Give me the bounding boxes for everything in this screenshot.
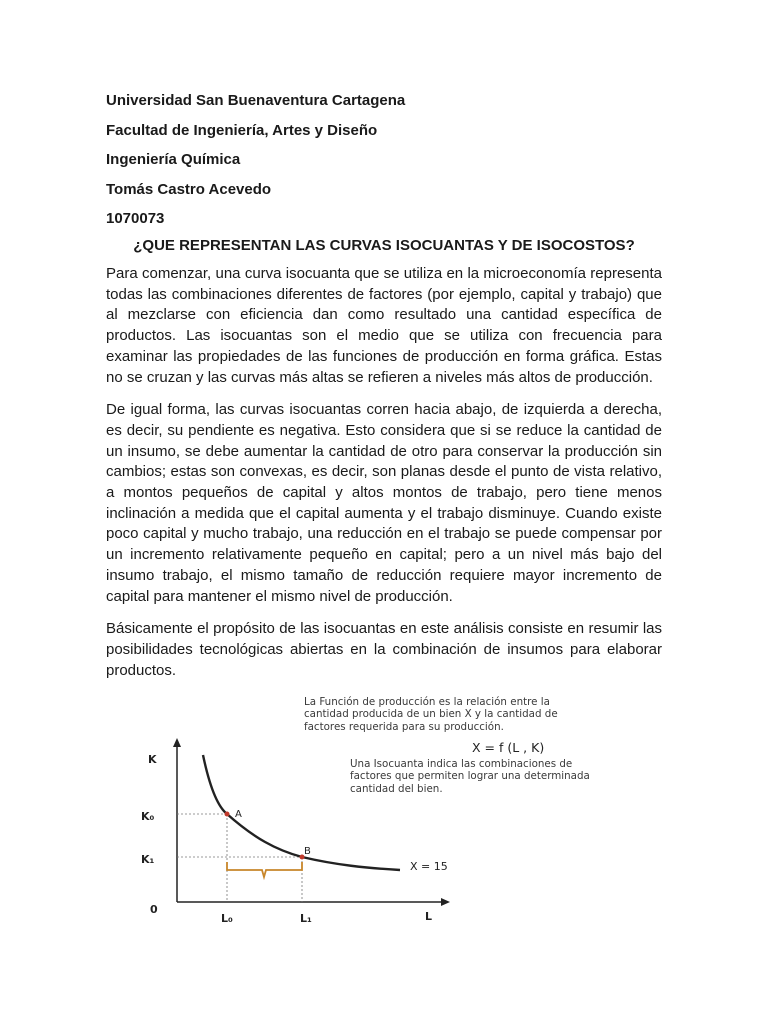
tick-k1: K₁ bbox=[141, 853, 155, 866]
faculty-name: Facultad de Ingeniería, Artes y Diseño bbox=[106, 121, 378, 139]
tick-l0: L₀ bbox=[221, 912, 233, 925]
university-name: Universidad San Buenaventura Cartagena bbox=[106, 92, 406, 109]
program-name: Ingeniería Química bbox=[106, 151, 241, 169]
point-a-label: A bbox=[235, 809, 242, 820]
note-top-line-3: factores requerida para su producción. bbox=[304, 720, 504, 733]
origin-label: 0 bbox=[150, 903, 158, 916]
note-bottom-line-1: Una Isocuanta indica las combinaciones de bbox=[350, 758, 573, 770]
paragraph-2: De igual forma, las curvas isocuantas corren hacia abajo, de izquierda a derecha, es decir, su pendiente es negativa. Esto considera que si se reduce la cantidad de un insumo, se debe aumentar la cantidad de otro para conservar la producción sin cambios; estas son convexas, es decir, son planas desde el punto de vista relativo, a montos pequeños de capital y altos montos de trabajo, pero tiene menos inclinación a medida que el capital aumenta y el trabajo disminuye. Cuando existe poco capital y mucho trabajo, una reducción en el trabajo se puede compensar por un incremento relativamente pequeño en capital; pero a un nivel más bajo del insumo trabajo, el mismo tamaño de reducción requiere mayor incremento de capital para mantener el mismo nivel de producción. bbox=[106, 401, 662, 605]
point-a-marker bbox=[225, 812, 230, 817]
note-bottom-line-2: factores que permiten lograr una determinada bbox=[350, 770, 590, 783]
document-body bbox=[106, 264, 662, 693]
paragraph-3: Básicamente el propósito de las isocuantas en este análisis consiste en resumir las posibilidades tecnológicas abiertas en la combinación de insumos para elaborar productos. bbox=[106, 620, 662, 679]
isoquant-figure bbox=[126, 690, 686, 930]
note-top-line-1: La Función de producción es la relación entre la bbox=[304, 696, 550, 708]
isoquant-note bbox=[350, 758, 650, 795]
note-bottom-line-3: cantidad del bien. bbox=[350, 782, 443, 795]
point-b-label: B bbox=[304, 846, 311, 857]
student-id: 1070073 bbox=[106, 210, 165, 228]
y-axis-label: K bbox=[148, 753, 157, 766]
tick-l1: L₁ bbox=[300, 912, 312, 925]
production-function-note bbox=[304, 696, 584, 733]
production-function-formula: X = f (L , K) bbox=[472, 740, 545, 755]
y-axis-arrow bbox=[173, 738, 181, 747]
x-axis-label: L bbox=[425, 910, 433, 923]
x-axis-arrow bbox=[441, 898, 450, 906]
labor-change-brace bbox=[227, 862, 302, 877]
author-name: Tomás Castro Acevedo bbox=[106, 180, 272, 198]
tick-k0: K₀ bbox=[141, 810, 155, 823]
curve-label: X = 15 bbox=[410, 860, 448, 873]
paragraph-1: Para comenzar, una curva isocuanta que se utiliza en la microeconomía representa todas las combinaciones diferentes de factores (por ejemplo, capital y trabajo) que al mezclarse con eficiencia dan como resultado una cantidad específica de productos. Las isocuantas son el medio que se utiliza con frecuencia para examinar las propiedades de las funciones de producción en forma gráfica. Estas no se cruzan y las curvas más altas se refieren a niveles más altos de producción. bbox=[106, 265, 662, 386]
document-title: ¿QUE REPRESENTAN LAS CURVAS ISOCUANTAS Y DE ISOCOSTOS? bbox=[133, 237, 635, 254]
document-header bbox=[106, 92, 666, 240]
note-top-line-2: cantidad producida de un bien X y la cantidad de bbox=[304, 708, 558, 721]
